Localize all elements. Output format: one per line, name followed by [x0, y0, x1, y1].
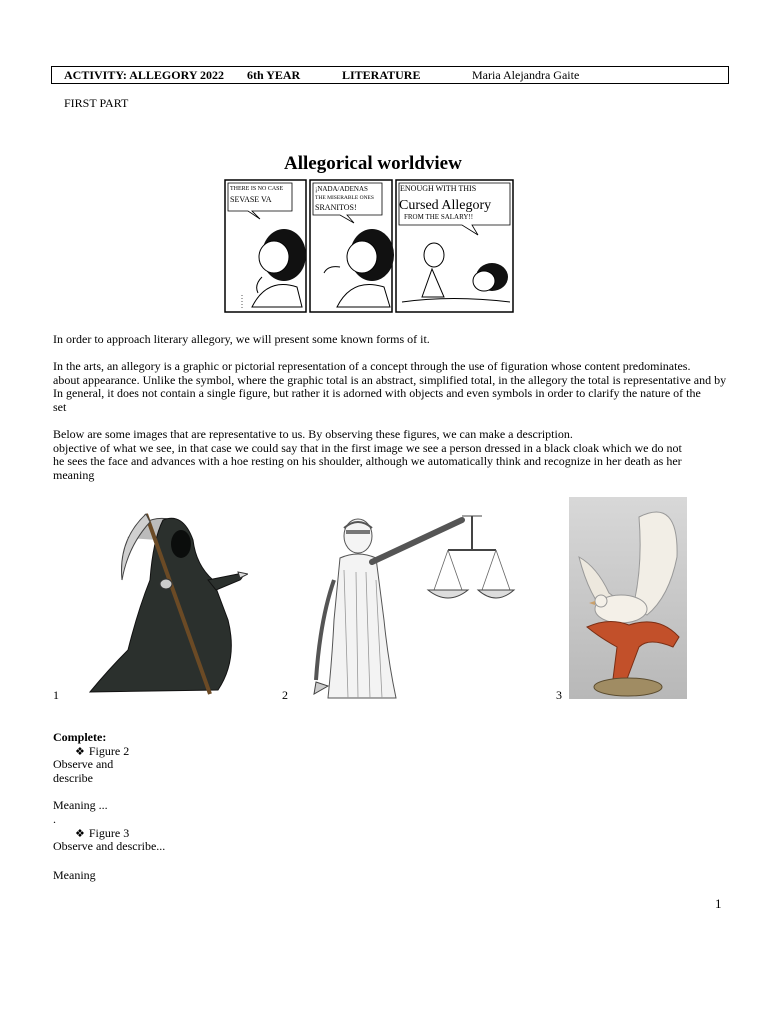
comic-p1-line2: SEVASE VA	[230, 195, 272, 204]
comic-p2-line2: THE MISERABLE ONES	[315, 195, 374, 201]
comic-panel-1	[225, 180, 306, 312]
observe-label-1: Observe and	[53, 757, 114, 771]
figure-3-label: Figure 3	[88, 826, 130, 840]
figure-2-number: 2	[282, 688, 288, 702]
dot-mark: .	[53, 812, 56, 826]
description-line: meaning	[53, 467, 95, 482]
figure-2-label: Figure 2	[88, 744, 130, 758]
comic-panel-3	[396, 180, 513, 312]
meaning-label-2: Meaning	[53, 868, 96, 882]
diamond-bullet-icon: ❖	[75, 828, 85, 840]
section-label: FIRST PART	[64, 96, 129, 110]
meaning-label-1: Meaning ...	[53, 798, 108, 812]
definition-line: about appearance. Unlike the symbol, where the graphic total is an abstract, simplified total, in the allegory the total is representative and by	[53, 372, 727, 387]
lady-justice-image	[300, 510, 522, 700]
grim-reaper-image	[88, 510, 248, 698]
header-author: Maria Alejandra Gaite	[472, 68, 580, 82]
comic-p3-line2: Cursed Allegory	[399, 198, 492, 213]
header-subject: LITERATURE	[342, 68, 421, 82]
comic-p3-line3: FROM THE SALARY!!	[404, 213, 474, 221]
header-activity: ACTIVITY: ALLEGORY 2022	[64, 68, 225, 82]
description-line: objective of what we see, in that case we could say that in the first image we see a person dressed in a black cloak which we do not	[53, 440, 682, 455]
comic-strip	[222, 177, 516, 315]
definition-line: set	[53, 399, 67, 414]
comic-p1-line1: THERE IS NO CASE	[230, 186, 284, 192]
comic-p2-line3: SRANITOS!	[315, 203, 357, 212]
dove-hands-image	[569, 497, 687, 699]
comic-p2-line1: ¡NADA/ADENAS	[315, 185, 368, 193]
figure-1-number: 1	[53, 688, 59, 702]
page-number: 1	[715, 896, 722, 911]
describe-label-1: describe	[53, 771, 93, 785]
description-line: he sees the face and advances with a hoe resting on his shoulder, although we automatically think and recognize in her death as her	[53, 454, 682, 468]
observe-label-2: Observe and describe...	[53, 839, 166, 853]
intro-text: In order to approach literary allegory, we will present some known forms of it.	[53, 332, 430, 346]
comic-p3-line1: ENOUGH WITH THIS	[400, 184, 477, 193]
header-year: 6th YEAR	[247, 68, 301, 82]
diamond-bullet-icon: ❖	[75, 746, 85, 758]
definition-line: In the arts, an allegory is a graphic or pictorial representation of a concept through the use of figuration whose content predominates.	[53, 359, 691, 373]
definition-paragraph	[53, 360, 753, 414]
comic-panel-2	[310, 180, 394, 312]
description-line: Below are some images that are representative to us. By observing these figures, we can make a description.	[53, 427, 573, 441]
definition-line: In general, it does not contain a single figure, but rather it is adorned with objects and even symbols in order to clarify the nature of the	[53, 386, 701, 400]
page-title: Allegorical worldview	[284, 153, 462, 174]
figure-3-number: 3	[556, 688, 562, 702]
description-paragraph	[53, 428, 753, 482]
complete-heading: Complete:	[53, 730, 107, 744]
header-box	[51, 66, 729, 84]
